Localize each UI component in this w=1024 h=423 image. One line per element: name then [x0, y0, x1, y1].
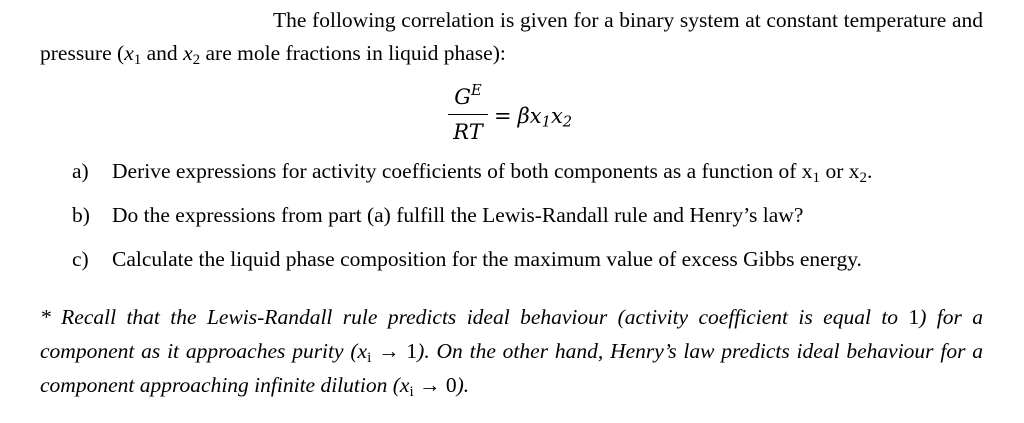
question-b-label: b) — [72, 203, 90, 227]
question-a-text-3: . — [867, 159, 873, 183]
note-text-1: * Recall that the Lewis-Randall rule predicts ideal behaviour (activity coefficient is equal to — [40, 305, 909, 329]
intro-paragraph — [40, 4, 983, 70]
x1-variable: x — [124, 41, 134, 65]
question-c-text: Calculate the liquid phase composition for the maximum value of excess Gibbs energy. — [112, 247, 862, 271]
numerator-variable: G — [454, 85, 472, 109]
note-limit-2: → 0 — [413, 373, 457, 397]
rhs-x2-subscript: 2 — [562, 113, 573, 131]
beta-symbol: β — [517, 104, 530, 128]
equation-denominator: RT — [453, 120, 483, 145]
rhs-x1-subscript: 1 — [541, 113, 551, 131]
question-a-text-2: or x — [820, 159, 860, 183]
fraction-bar — [448, 114, 488, 115]
equation-numerator — [448, 82, 488, 112]
equation-fraction — [448, 82, 488, 147]
question-b — [72, 201, 803, 229]
note-sub-i-2: i — [409, 383, 414, 400]
note-limit-1: → 1 — [371, 339, 418, 363]
recall-note — [40, 300, 983, 402]
note-sub-i-1: i — [367, 349, 372, 366]
question-c-label: c) — [72, 247, 89, 271]
x2-subscript: 2 — [192, 51, 201, 68]
note-text-3: ). On the other hand, Henry’s law predicts ideal behaviour for a component approaching infinite dilution (x — [40, 339, 984, 397]
intro-text-2: are mole fractions in liquid phase): — [200, 41, 506, 65]
note-text-2: ) for a component as it approaches purity (x — [40, 305, 983, 363]
intro-and: and — [141, 41, 184, 65]
question-b-text: Do the expressions from part (a) fulfill the Lewis-Randall rule and Henry’s law? — [112, 203, 804, 227]
question-a-sub-1: 1 — [812, 169, 821, 186]
question-c — [72, 245, 862, 273]
question-a-label: a) — [72, 159, 89, 183]
x1-subscript: 1 — [133, 51, 142, 68]
rhs-x1-variable: x — [529, 104, 542, 128]
question-a-text-1: Derive expressions for activity coefficients of both components as a function of x — [112, 159, 813, 183]
question-a-sub-2: 2 — [859, 169, 868, 186]
question-a — [72, 157, 872, 185]
note-text-4: ). — [456, 373, 470, 397]
equation-right-side — [494, 101, 572, 131]
equals-sign: = — [494, 104, 512, 128]
intro-text-1: The following correlation is given for a binary system at constant temperature and pressure ( — [40, 8, 983, 65]
rhs-x2-variable: x — [550, 104, 563, 128]
numerator-superscript: E — [471, 82, 482, 100]
x2-variable: x — [183, 41, 193, 65]
note-one: 1 — [908, 305, 920, 329]
